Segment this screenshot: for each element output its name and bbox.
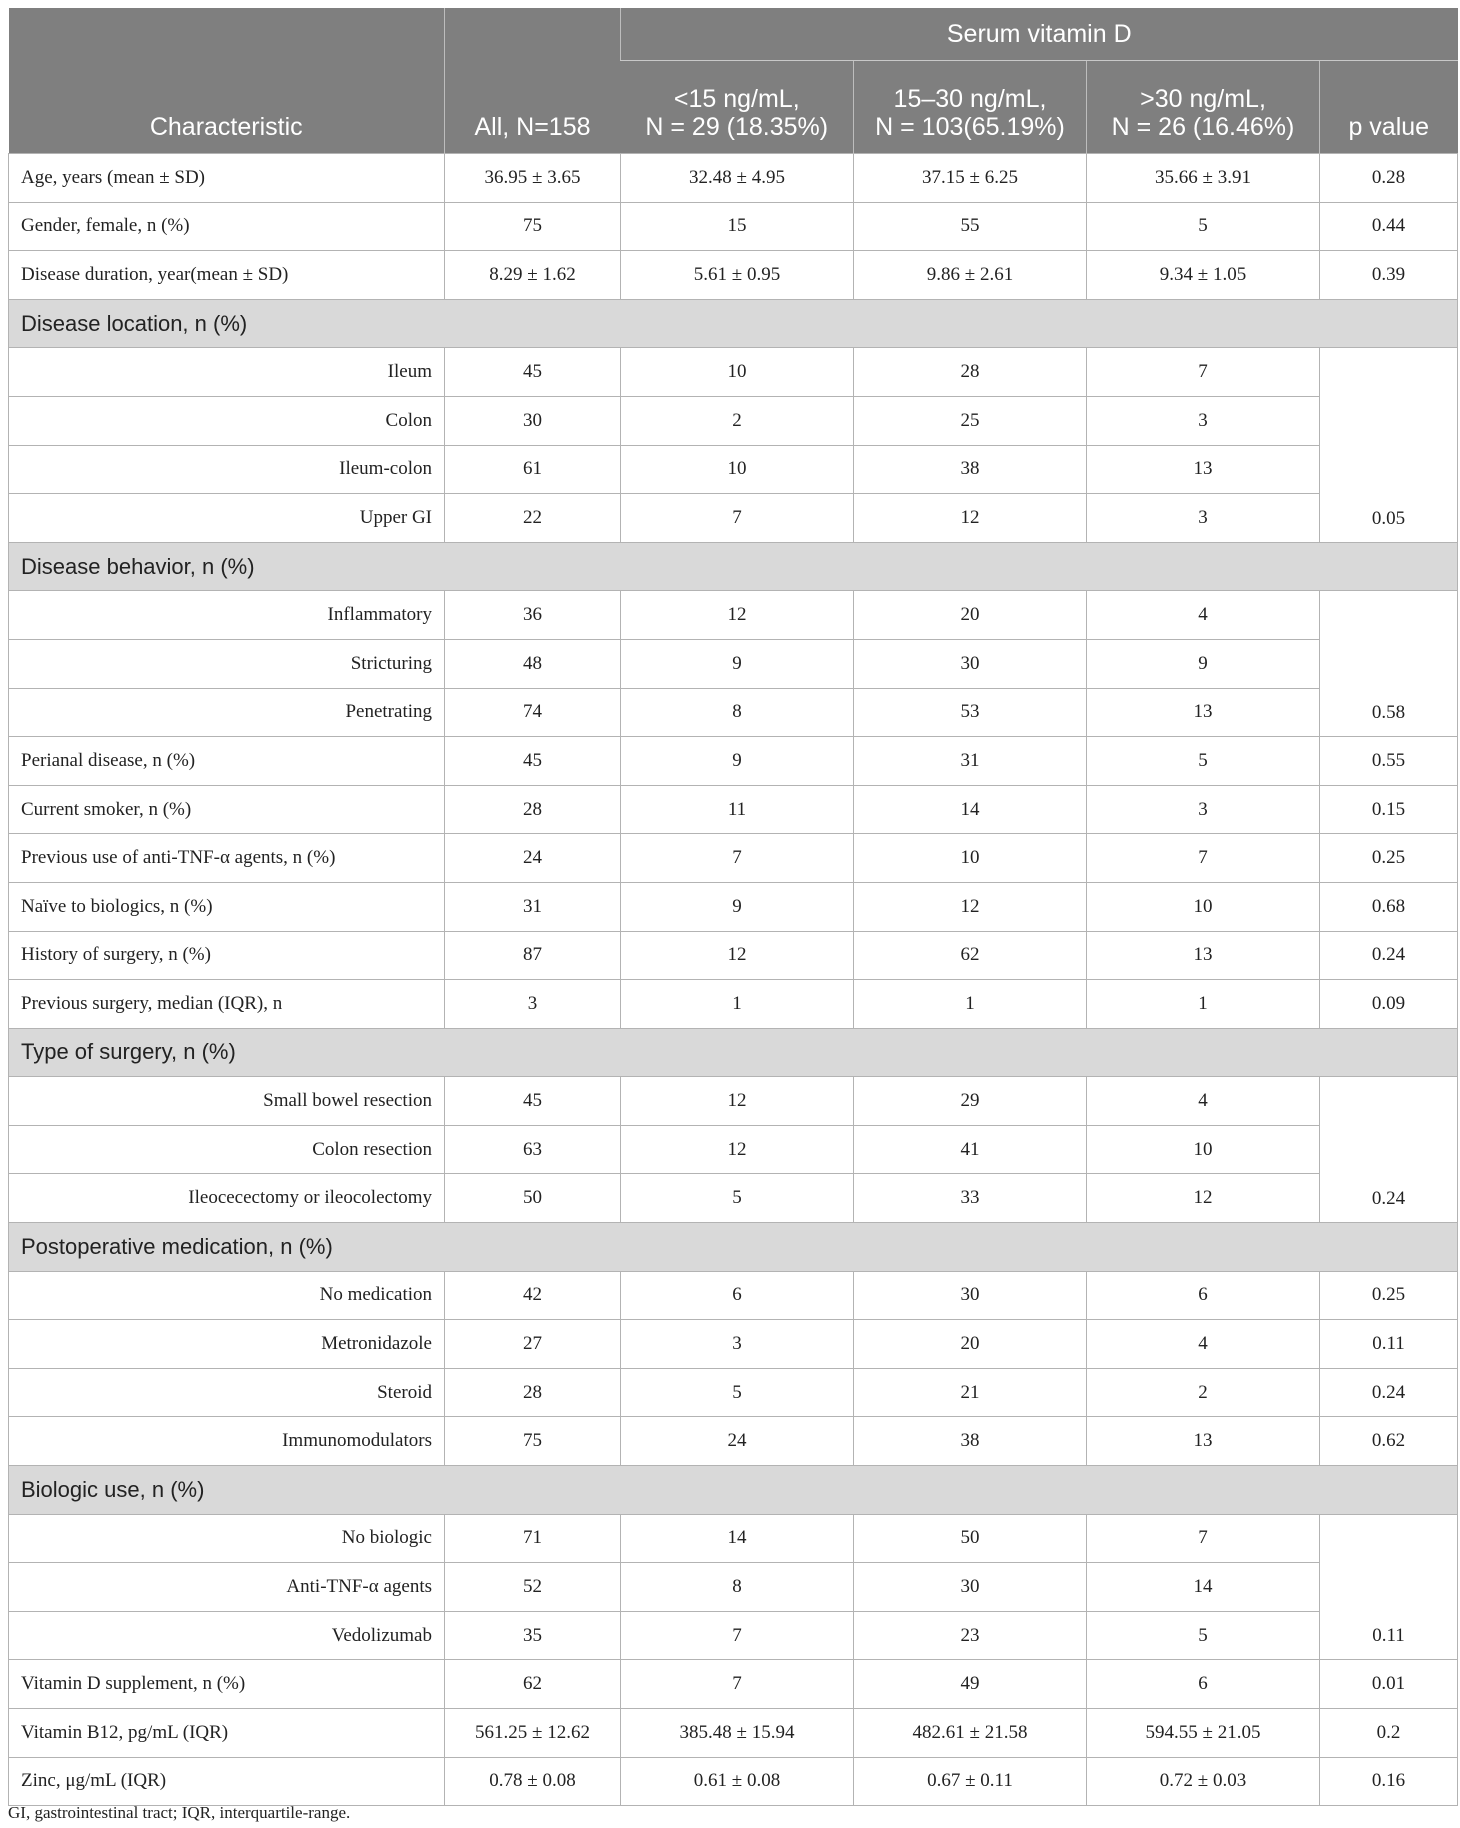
value-mid: 29 (854, 1077, 1087, 1126)
value-all: 45 (445, 348, 621, 397)
value-mid: 20 (854, 1320, 1087, 1369)
value-low: 5 (621, 1174, 854, 1223)
value-mid: 55 (854, 202, 1087, 251)
value-mid: 37.15 ± 6.25 (854, 154, 1087, 203)
value-all: 28 (445, 1368, 621, 1417)
value-mid: 30 (854, 639, 1087, 688)
row-label: Upper GI (9, 494, 445, 543)
row-label: History of surgery, n (%) (9, 931, 445, 980)
value-high: 5 (1087, 1611, 1320, 1660)
value-low: 5 (621, 1368, 854, 1417)
table-header (9, 8, 1458, 154)
value-all: 75 (445, 1417, 621, 1466)
table-row (9, 1563, 1458, 1612)
value-mid: 41 (854, 1125, 1087, 1174)
value-high: 13 (1087, 445, 1320, 494)
value-high: 1 (1087, 980, 1320, 1029)
p-value: 0.01 (1320, 1660, 1458, 1709)
section-label: Disease location, n (%) (9, 299, 1458, 348)
value-all: 63 (445, 1125, 621, 1174)
row-label: Age, years (mean ± SD) (9, 154, 445, 203)
value-high: 3 (1087, 785, 1320, 834)
table-row (9, 1320, 1458, 1369)
table-row (9, 202, 1458, 251)
value-mid: 33 (854, 1174, 1087, 1223)
value-high: 14 (1087, 1563, 1320, 1612)
value-low: 7 (621, 1611, 854, 1660)
value-high: 10 (1087, 882, 1320, 931)
value-low: 7 (621, 494, 854, 543)
value-high: 12 (1087, 1174, 1320, 1223)
value-all: 45 (445, 737, 621, 786)
row-label: Perianal disease, n (%) (9, 737, 445, 786)
table-row (9, 396, 1458, 445)
value-all: 8.29 ± 1.62 (445, 251, 621, 300)
p-value: 0.62 (1320, 1417, 1458, 1466)
value-low: 12 (621, 1125, 854, 1174)
p-value: 0.58 (1320, 591, 1458, 737)
table-row (9, 1514, 1458, 1563)
row-label: Inflammatory (9, 591, 445, 640)
row-label: No medication (9, 1271, 445, 1320)
row-label: Previous use of anti-TNF-α agents, n (%) (9, 834, 445, 883)
table-body (9, 154, 1458, 1806)
value-low: 10 (621, 445, 854, 494)
table-row (9, 348, 1458, 397)
value-low: 9 (621, 737, 854, 786)
value-all: 27 (445, 1320, 621, 1369)
value-all: 31 (445, 882, 621, 931)
value-high: 4 (1087, 1077, 1320, 1126)
value-low: 15 (621, 202, 854, 251)
header-p-value: p value (1320, 61, 1458, 154)
table-row (9, 931, 1458, 980)
header-group-mid: 15–30 ng/mL, N = 103(65.19%) (854, 61, 1087, 154)
value-mid: 28 (854, 348, 1087, 397)
value-low: 9 (621, 882, 854, 931)
value-low: 1 (621, 980, 854, 1029)
value-low: 12 (621, 1077, 854, 1126)
p-value: 0.2 (1320, 1709, 1458, 1758)
p-value: 0.15 (1320, 785, 1458, 834)
value-all: 24 (445, 834, 621, 883)
row-label: Colon (9, 396, 445, 445)
row-label: Vedolizumab (9, 1611, 445, 1660)
value-all: 62 (445, 1660, 621, 1709)
row-label: Ileocecectomy or ileocolectomy (9, 1174, 445, 1223)
table-row (9, 1368, 1458, 1417)
row-label: Previous surgery, median (IQR), n (9, 980, 445, 1029)
characteristics-table (8, 8, 1458, 1806)
value-high: 6 (1087, 1271, 1320, 1320)
value-all: 42 (445, 1271, 621, 1320)
row-label: Zinc, μg/mL (IQR) (9, 1757, 445, 1806)
value-high: 4 (1087, 591, 1320, 640)
value-all: 48 (445, 639, 621, 688)
value-all: 71 (445, 1514, 621, 1563)
row-label: Penetrating (9, 688, 445, 737)
value-all: 28 (445, 785, 621, 834)
p-value: 0.24 (1320, 1077, 1458, 1223)
value-low: 5.61 ± 0.95 (621, 251, 854, 300)
value-low: 7 (621, 1660, 854, 1709)
section-row (9, 1223, 1458, 1272)
value-high: 4 (1087, 1320, 1320, 1369)
p-value: 0.25 (1320, 834, 1458, 883)
value-high: 2 (1087, 1368, 1320, 1417)
p-value: 0.68 (1320, 882, 1458, 931)
row-label: Gender, female, n (%) (9, 202, 445, 251)
p-value: 0.24 (1320, 1368, 1458, 1417)
value-low: 6 (621, 1271, 854, 1320)
section-row (9, 1028, 1458, 1077)
value-mid: 30 (854, 1563, 1087, 1612)
row-label: Small bowel resection (9, 1077, 445, 1126)
value-mid: 31 (854, 737, 1087, 786)
value-all: 561.25 ± 12.62 (445, 1709, 621, 1758)
p-value: 0.24 (1320, 931, 1458, 980)
value-mid: 62 (854, 931, 1087, 980)
value-high: 9 (1087, 639, 1320, 688)
value-mid: 50 (854, 1514, 1087, 1563)
table-row (9, 639, 1458, 688)
value-high: 13 (1087, 1417, 1320, 1466)
table-row (9, 1125, 1458, 1174)
value-low: 12 (621, 591, 854, 640)
value-mid: 25 (854, 396, 1087, 445)
value-high: 9.34 ± 1.05 (1087, 251, 1320, 300)
table-row (9, 1271, 1458, 1320)
table-row (9, 980, 1458, 1029)
table-container (8, 8, 1457, 1806)
p-value: 0.25 (1320, 1271, 1458, 1320)
value-low: 7 (621, 834, 854, 883)
table-row (9, 445, 1458, 494)
table-row (9, 737, 1458, 786)
table-row (9, 494, 1458, 543)
row-label: Vitamin D supplement, n (%) (9, 1660, 445, 1709)
value-all: 3 (445, 980, 621, 1029)
row-label: Colon resection (9, 1125, 445, 1174)
value-all: 87 (445, 931, 621, 980)
section-row (9, 299, 1458, 348)
table-row (9, 882, 1458, 931)
value-all: 35 (445, 1611, 621, 1660)
value-mid: 23 (854, 1611, 1087, 1660)
header-serum-vitamin-d: Serum vitamin D (621, 8, 1458, 61)
table-row (9, 251, 1458, 300)
value-all: 52 (445, 1563, 621, 1612)
value-high: 5 (1087, 202, 1320, 251)
section-label: Type of surgery, n (%) (9, 1028, 1458, 1077)
row-label: Disease duration, year(mean ± SD) (9, 251, 445, 300)
row-label: Metronidazole (9, 1320, 445, 1369)
value-low: 12 (621, 931, 854, 980)
value-high: 5 (1087, 737, 1320, 786)
value-all: 45 (445, 1077, 621, 1126)
value-mid: 9.86 ± 2.61 (854, 251, 1087, 300)
value-mid: 482.61 ± 21.58 (854, 1709, 1087, 1758)
value-high: 0.72 ± 0.03 (1087, 1757, 1320, 1806)
table-row (9, 1757, 1458, 1806)
value-mid: 30 (854, 1271, 1087, 1320)
value-high: 3 (1087, 494, 1320, 543)
value-low: 385.48 ± 15.94 (621, 1709, 854, 1758)
header-characteristic: Characteristic (9, 8, 445, 154)
value-mid: 53 (854, 688, 1087, 737)
p-value: 0.11 (1320, 1514, 1458, 1660)
section-row (9, 1466, 1458, 1515)
p-value: 0.16 (1320, 1757, 1458, 1806)
table-row (9, 591, 1458, 640)
value-low: 0.61 ± 0.08 (621, 1757, 854, 1806)
row-label: Ileum-colon (9, 445, 445, 494)
value-all: 74 (445, 688, 621, 737)
value-high: 7 (1087, 1514, 1320, 1563)
value-all: 36.95 ± 3.65 (445, 154, 621, 203)
p-value: 0.44 (1320, 202, 1458, 251)
section-row (9, 542, 1458, 591)
value-high: 13 (1087, 931, 1320, 980)
row-label: Immunomodulators (9, 1417, 445, 1466)
table-row (9, 785, 1458, 834)
value-mid: 0.67 ± 0.11 (854, 1757, 1087, 1806)
row-label: No biologic (9, 1514, 445, 1563)
header-group-high: >30 ng/mL, N = 26 (16.46%) (1087, 61, 1320, 154)
section-label: Biologic use, n (%) (9, 1466, 1458, 1515)
value-mid: 21 (854, 1368, 1087, 1417)
section-label: Disease behavior, n (%) (9, 542, 1458, 591)
row-label: Stricturing (9, 639, 445, 688)
row-label: Vitamin B12, pg/mL (IQR) (9, 1709, 445, 1758)
value-high: 7 (1087, 834, 1320, 883)
footnote: GI, gastrointestinal tract; IQR, interquartile-range. (8, 1803, 351, 1822)
value-high: 7 (1087, 348, 1320, 397)
value-low: 8 (621, 688, 854, 737)
table-row (9, 1417, 1458, 1466)
value-low: 3 (621, 1320, 854, 1369)
p-value: 0.09 (1320, 980, 1458, 1029)
value-mid: 38 (854, 1417, 1087, 1466)
p-value: 0.11 (1320, 1320, 1458, 1369)
row-label: Current smoker, n (%) (9, 785, 445, 834)
value-low: 32.48 ± 4.95 (621, 154, 854, 203)
value-low: 8 (621, 1563, 854, 1612)
row-label: Ileum (9, 348, 445, 397)
row-label: Anti-TNF-α agents (9, 1563, 445, 1612)
value-all: 61 (445, 445, 621, 494)
value-low: 10 (621, 348, 854, 397)
section-label: Postoperative medication, n (%) (9, 1223, 1458, 1272)
table-row (9, 1077, 1458, 1126)
header-all: All, N=158 (445, 8, 621, 154)
p-value: 0.39 (1320, 251, 1458, 300)
p-value: 0.28 (1320, 154, 1458, 203)
value-all: 75 (445, 202, 621, 251)
value-high: 13 (1087, 688, 1320, 737)
value-mid: 12 (854, 882, 1087, 931)
value-low: 2 (621, 396, 854, 445)
value-mid: 14 (854, 785, 1087, 834)
value-high: 10 (1087, 1125, 1320, 1174)
value-mid: 20 (854, 591, 1087, 640)
value-all: 0.78 ± 0.08 (445, 1757, 621, 1806)
value-low: 9 (621, 639, 854, 688)
value-low: 11 (621, 785, 854, 834)
p-value: 0.55 (1320, 737, 1458, 786)
row-label: Naïve to biologics, n (%) (9, 882, 445, 931)
value-mid: 12 (854, 494, 1087, 543)
value-all: 30 (445, 396, 621, 445)
value-high: 35.66 ± 3.91 (1087, 154, 1320, 203)
value-low: 14 (621, 1514, 854, 1563)
table-row (9, 1660, 1458, 1709)
value-all: 50 (445, 1174, 621, 1223)
value-high: 594.55 ± 21.05 (1087, 1709, 1320, 1758)
table-row (9, 834, 1458, 883)
table-row (9, 154, 1458, 203)
value-all: 22 (445, 494, 621, 543)
table-row (9, 1611, 1458, 1660)
value-high: 3 (1087, 396, 1320, 445)
table-row (9, 688, 1458, 737)
value-mid: 10 (854, 834, 1087, 883)
row-label: Steroid (9, 1368, 445, 1417)
table-row (9, 1709, 1458, 1758)
value-high: 6 (1087, 1660, 1320, 1709)
value-mid: 1 (854, 980, 1087, 1029)
table-row (9, 1174, 1458, 1223)
p-value: 0.05 (1320, 348, 1458, 542)
value-low: 24 (621, 1417, 854, 1466)
header-group-low: <15 ng/mL, N = 29 (18.35%) (621, 61, 854, 154)
value-all: 36 (445, 591, 621, 640)
value-mid: 38 (854, 445, 1087, 494)
value-mid: 49 (854, 1660, 1087, 1709)
